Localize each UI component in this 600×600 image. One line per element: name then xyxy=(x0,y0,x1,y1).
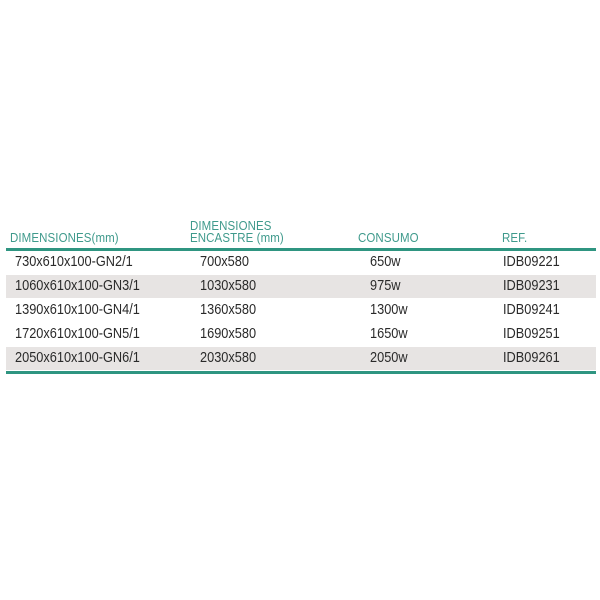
cell-ref: IDB09261 xyxy=(503,350,560,366)
cell-encastre: 2030x580 xyxy=(200,350,257,366)
table-header xyxy=(6,212,596,248)
header-encastre-line2: ENCASTRE (mm) xyxy=(190,231,284,245)
header-encastre xyxy=(190,220,319,244)
table-row xyxy=(6,251,596,275)
cell-dimensions: 2050x610x100-GN6/1 xyxy=(15,350,140,366)
cell-encastre: 1360x580 xyxy=(200,302,257,318)
spec-table xyxy=(6,212,596,374)
cell-consumo: 650w xyxy=(370,254,401,270)
cell-consumo: 2050w xyxy=(370,350,408,366)
header-ref: REF. xyxy=(502,231,528,245)
cell-consumo: 1650w xyxy=(370,326,408,342)
cell-ref: IDB09221 xyxy=(503,254,560,270)
cell-consumo: 1300w xyxy=(370,302,408,318)
cell-ref: IDB09241 xyxy=(503,302,560,318)
table-row xyxy=(6,275,596,299)
cell-dimensions: 1720x610x100-GN5/1 xyxy=(15,326,140,342)
footer-rule xyxy=(6,371,596,374)
table-row xyxy=(6,323,596,347)
cell-consumo: 975w xyxy=(370,278,401,294)
cell-dimensions: 1060x610x100-GN3/1 xyxy=(15,278,140,294)
cell-ref: IDB09231 xyxy=(503,278,560,294)
table-row xyxy=(6,299,596,323)
cell-encastre: 1690x580 xyxy=(200,326,257,342)
cell-encastre: 700x580 xyxy=(200,254,249,270)
cell-encastre: 1030x580 xyxy=(200,278,257,294)
header-encastre-line1: DIMENSIONES xyxy=(190,219,272,233)
cell-dimensions: 730x610x100-GN2/1 xyxy=(15,254,133,270)
header-consumo: CONSUMO xyxy=(358,231,419,245)
cell-ref: IDB09251 xyxy=(503,326,560,342)
table-row xyxy=(6,347,596,371)
cell-dimensions: 1390x610x100-GN4/1 xyxy=(15,302,140,318)
header-dimensions: DIMENSIONES(mm) xyxy=(10,231,119,245)
